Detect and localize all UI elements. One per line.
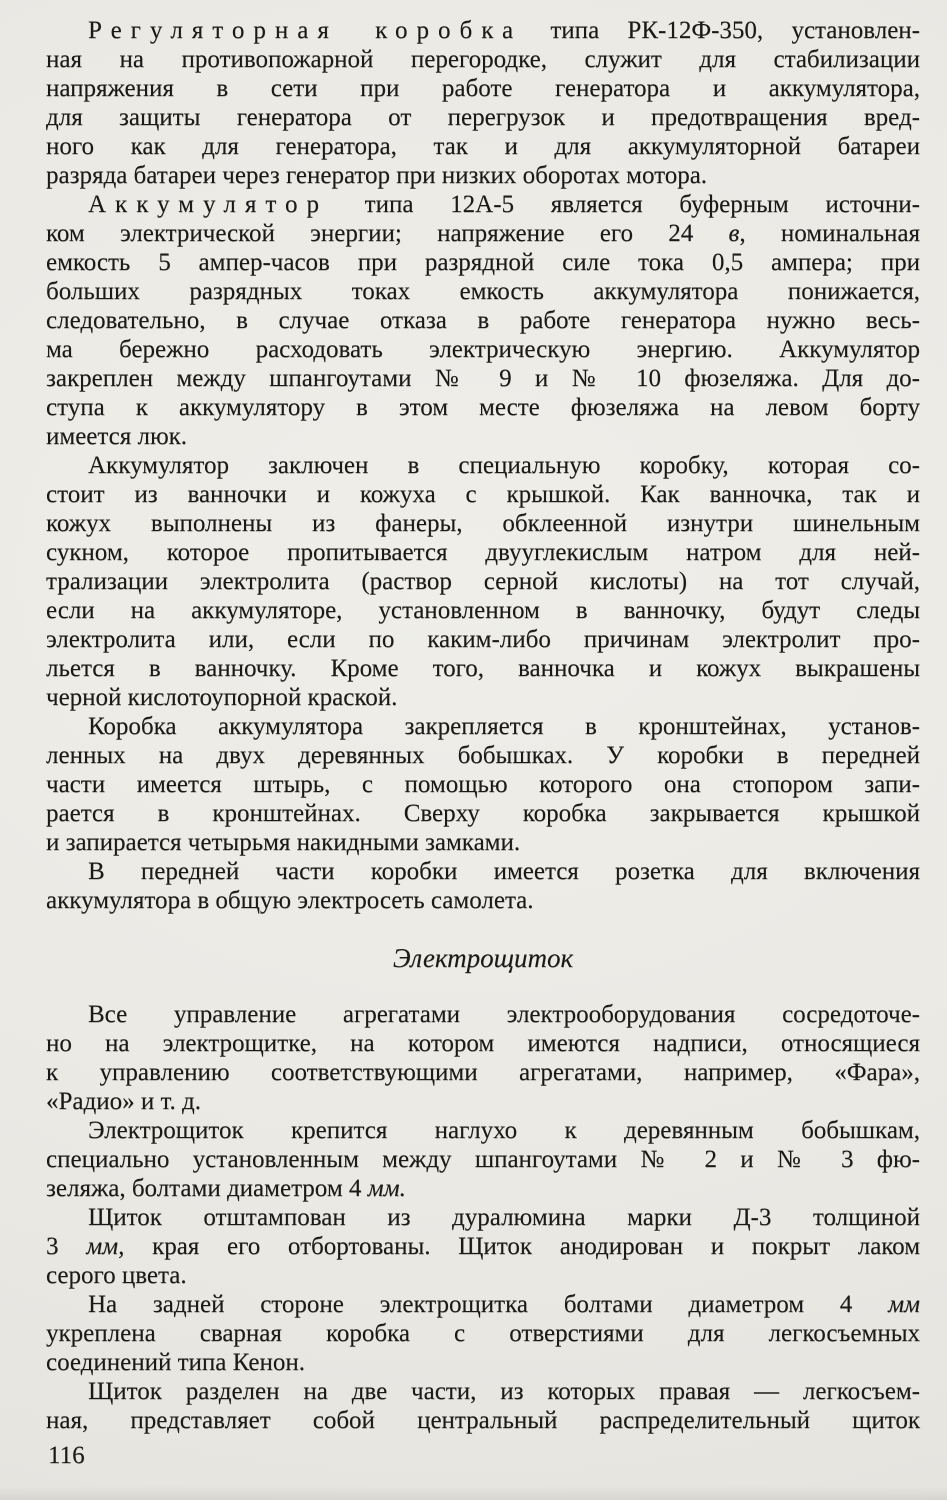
unit-italic: мм, bbox=[86, 1233, 125, 1260]
text-run: типа 12А-5 является буферным источни- bbox=[327, 191, 920, 218]
text-line bbox=[46, 277, 920, 306]
paragraph bbox=[46, 1116, 920, 1203]
paragraph bbox=[46, 1203, 920, 1290]
text-run: типа РК-12Ф-350, установлен- bbox=[522, 17, 920, 44]
text-line bbox=[46, 190, 920, 219]
text-line bbox=[46, 625, 920, 654]
text-line bbox=[46, 538, 920, 567]
text-run: специально установленным между шпангоутами № 2 и № 3 фю- bbox=[46, 1146, 920, 1173]
text-run: льется в ванночку. Кроме того, ванночка и кожух выкрашены bbox=[46, 655, 920, 682]
text-line bbox=[46, 422, 920, 451]
text-run: ма бережно расходовать электрическую энергию. Аккумулятор bbox=[46, 336, 920, 363]
paragraph bbox=[46, 1000, 920, 1116]
text-run: ступа к аккумулятору в этом месте фюзеляжа на левом борту bbox=[46, 394, 920, 421]
text-run: разряда батареи через генератор при низких оборотах мотора. bbox=[46, 162, 708, 189]
text-run: соединений типа Кенон. bbox=[46, 1349, 305, 1376]
text-line bbox=[46, 1261, 920, 1290]
text-run: и запирается четырьмя накидными замками. bbox=[46, 829, 521, 856]
text-run: закреплен между шпангоутами № 9 и № 10 фюзеляжа. Для до- bbox=[46, 365, 920, 392]
text-line bbox=[46, 74, 920, 103]
paragraph bbox=[46, 857, 920, 915]
section-heading: Электрощиток bbox=[392, 943, 574, 973]
text-line bbox=[46, 886, 920, 915]
unit-italic: мм. bbox=[367, 1175, 406, 1202]
text-run: больших разрядных токах емкость аккумулятора понижается, bbox=[46, 278, 920, 305]
text-line bbox=[46, 1116, 920, 1145]
paragraph bbox=[46, 16, 920, 190]
text-run: Коробка аккумулятора закрепляется в кронштейнах, установ- bbox=[88, 713, 920, 740]
text-line bbox=[46, 1319, 920, 1348]
text-line bbox=[46, 132, 920, 161]
text-line bbox=[46, 770, 920, 799]
text-run: следовательно, в случае отказа в работе генератора нужно весь- bbox=[46, 307, 920, 334]
text-run: сукном, которое пропитывается двууглекислым натром для ней- bbox=[46, 539, 920, 566]
text-line bbox=[46, 1290, 920, 1319]
text-line bbox=[46, 335, 920, 364]
text-run: стоит из ванночки и кожуха с крышкой. Как ванночка, так и bbox=[46, 481, 920, 508]
text-line bbox=[46, 828, 920, 857]
text-run: электролита или, если по каким-либо причинам электролит про- bbox=[46, 626, 920, 653]
text-line bbox=[46, 1087, 920, 1116]
text-line bbox=[46, 364, 920, 393]
paragraph bbox=[46, 190, 920, 451]
text-run: ком электрической энергии; напряжение его 24 bbox=[46, 220, 729, 247]
page-number: 116 bbox=[48, 1442, 85, 1469]
text-line bbox=[46, 567, 920, 596]
text-line bbox=[46, 1029, 920, 1058]
text-run: если на аккумуляторе, установленном в ванночку, будут следы bbox=[46, 597, 920, 624]
text-line bbox=[46, 1348, 920, 1377]
text-run: ная, представляет собой центральный распределительный щиток bbox=[46, 1407, 920, 1434]
text-run: Щиток разделен на две части, из которых правая — легкосъем- bbox=[88, 1378, 920, 1405]
text-run: напряжения в сети при работе генератора и аккумулятора, bbox=[46, 75, 920, 102]
text-line bbox=[46, 799, 920, 828]
emphasized-term: Аккумулятор bbox=[88, 191, 328, 218]
text-run: имеется люк. bbox=[46, 423, 188, 450]
text-line bbox=[46, 1058, 920, 1087]
text-line bbox=[46, 683, 920, 712]
text-line bbox=[46, 1406, 920, 1435]
text-run: рается в кронштейнах. Сверху коробка закрывается крышкой bbox=[46, 800, 920, 827]
text-line bbox=[46, 1232, 920, 1261]
text-run: 3 bbox=[46, 1233, 87, 1260]
paragraph bbox=[46, 712, 920, 857]
text-run: ного как для генератора, так и для аккумуляторной батареи bbox=[46, 133, 920, 160]
text-run: для защиты генератора от перегрузок и предотвращения вред- bbox=[46, 104, 920, 131]
text-run: Щиток отштампован из дуралюмина марки Д-3 толщиной bbox=[88, 1204, 920, 1231]
text-run: черной кислотоупорной краской. bbox=[46, 684, 398, 711]
text-run: емкость 5 ампер-часов при разрядной силе тока 0,5 ампера; при bbox=[46, 249, 920, 276]
text-line bbox=[46, 103, 920, 132]
text-run: трализации электролита (раствор серной кислоты) на тот случай, bbox=[46, 568, 920, 595]
text-line bbox=[46, 1000, 920, 1029]
text-run: ленных на двух деревянных бобышках. У коробки в передней bbox=[46, 742, 920, 769]
text-run: кожух выполнены из фанеры, обклеенной изнутри шинельным bbox=[46, 510, 920, 537]
text-line bbox=[46, 1203, 920, 1232]
text-run: На задней стороне электрощитка болтами диаметром 4 bbox=[88, 1291, 889, 1318]
page-body bbox=[46, 16, 920, 1435]
text-line bbox=[46, 480, 920, 509]
text-line bbox=[46, 1174, 920, 1203]
paragraph bbox=[46, 451, 920, 712]
text-run: серого цвета. bbox=[46, 1262, 187, 1289]
text-line bbox=[46, 654, 920, 683]
text-run: «Радио» и т. д. bbox=[46, 1088, 201, 1115]
text-run: к управлению соответствующими агрегатами, например, «Фара», bbox=[46, 1059, 920, 1086]
text-run: края его отбортованы. Щиток анодирован и покрыт лаком bbox=[124, 1233, 921, 1260]
text-line bbox=[46, 219, 920, 248]
text-run: Электрощиток крепится наглухо к деревянным бобышкам, bbox=[88, 1117, 920, 1144]
text-line bbox=[46, 1377, 920, 1406]
text-line bbox=[46, 45, 920, 74]
text-line bbox=[46, 393, 920, 422]
text-run: Все управление агрегатами электрооборудования сосредоточе- bbox=[88, 1001, 920, 1028]
unit-italic: мм bbox=[888, 1291, 920, 1318]
text-line bbox=[46, 509, 920, 538]
paragraph bbox=[46, 1377, 920, 1435]
unit-italic: в bbox=[728, 220, 740, 247]
text-run: части имеется штырь, с помощью которого она стопором запи- bbox=[46, 771, 920, 798]
text-line bbox=[46, 857, 920, 886]
emphasized-term: Регуляторная коробка bbox=[88, 17, 523, 44]
text-run: В передней части коробки имеется розетка для включения bbox=[88, 858, 920, 885]
text-line bbox=[46, 451, 920, 480]
text-line bbox=[46, 712, 920, 741]
text-line bbox=[46, 248, 920, 277]
text-run: ная на противопожарной перегородке, служит для стабилизации bbox=[46, 46, 920, 73]
text-line bbox=[46, 16, 920, 45]
text-run: , номинальная bbox=[739, 220, 920, 247]
text-run: но на электрощитке, на котором имеются надписи, относящиеся bbox=[46, 1030, 920, 1057]
text-line bbox=[46, 741, 920, 770]
text-run: Аккумулятор заключен в специальную коробку, которая со- bbox=[88, 452, 920, 479]
text-line bbox=[46, 1145, 920, 1174]
paragraph bbox=[46, 1290, 920, 1377]
text-run: укреплена сварная коробка с отверстиями для легкосъемных bbox=[46, 1320, 920, 1347]
text-line bbox=[46, 306, 920, 335]
text-run: зеляжа, болтами диаметром 4 bbox=[46, 1175, 368, 1202]
text-line bbox=[46, 596, 920, 625]
text-line bbox=[46, 161, 920, 190]
text-run: аккумулятора в общую электросеть самолета. bbox=[46, 887, 534, 914]
